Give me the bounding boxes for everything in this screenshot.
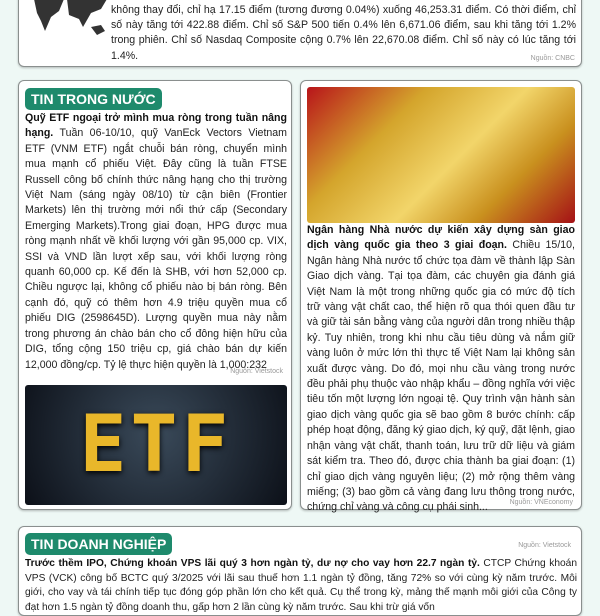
source-vietstock-business: Nguồn: Vietstock — [518, 542, 571, 549]
gold-body: Chiều 15/10, Ngân hàng Nhà nước tổ chức tọa đàm về thành lập Sàn Giao dịch vàng. Tại tọa đàm, các chuyên gia đánh giá Việt Nam là một trong những quốc gia có mức độ tích trữ vàng vật chất cao, thể hiện rõ qua thói quen đầu tư và giữ tài sản bằng vàng của người dân trong nhiều thập kỷ. Tuy nhiên, trong khi nhu cầu tiêu dùng và nắm giữ vàng luôn ở mức lớn thì thực tế Việt Nam lại không sản xuất được vàng. Do đó, mọi nhu cầu vàng trong nước đều phải phụ thuộc vào nhập khẩu – đồng nghĩa với việc tiêu tốn một lượng lớn ngoại tệ. Quy trình vận hành sàn giao dịch vàng quốc gia sẽ bao gồm 8 bước chính: cấp phép hoạt động, đăng ký giao dịch, ký quỹ, đặt lệnh, giao nhận vàng vật chất, thanh toán, lưu trữ dữ liệu và giám sát kiểm tra. Theo đó, được chia thành ba giai đoạn: (1) chỉ giao dịch vàng nguyên liệu; (2) mở rộng thêm vàng miếng; (3) bao gồm cả vàng đang lưu thông trong nước, chứng chỉ vàng và công cụ phái sinh... — [307, 239, 575, 514]
world-news-text: không thay đổi, chỉ hạ 17.15 điểm (tương đương 0.04%) xuống 46,253.31 điểm. Có thời điểm, chỉ số này tăng tới 422.88 điểm. Chỉ số S&P 500 tiến 0.4% lên 6,671.06 điểm, sau khi tăng tới 1.2% trong phiên. Chỉ số Nasdaq Composite cộng 0.7% lên 22,670.08 điểm. Chỉ số này có lúc tăng tới 1.4%. — [111, 4, 576, 62]
gold-headline: Ngân hàng Nhà nước dự kiến xây dựng sàn giao dịch vàng quốc gia theo 3 giai đoạn. — [307, 224, 575, 252]
etf-body: Tuần 06-10/10, quỹ VanEck Vectors Vietnam ETF (VNM ETF) ngắt chuỗi bán ròng, chuyển mình mua mạnh cổ phiếu Việt. Đây cũng là tuần FTSE Russell công bố chính thức nâng hạng cho thị trường Việt Nam (sáng ngày 08/10) từ cận biên (Frontier Markets) lên thị trường mới nổi thứ cấp (Secondary Emerging Markets).Trong giai đoạn, HPG được mua ròng mạnh nhất về khối lượng với gần 95,000 cp. VIX, SSI và VND lần lượt xếp sau, với khối lượng ròng quanh 60,000 cp. Kế đến là SHB, với hơn 52,000 cp. Chiều ngược lại, không cổ phiếu nào bị bán ròng. Bên cạnh đó, quỹ có thêm hơn 4.9 triệu quyền mua cổ phiếu DIG (2598645D). Lượng quyền mua này nằm trong phương án chào bán cho cổ đông hiện hữu của DIG, tổng cộng 150 triệu cp, giá chào bán dự kiến 12,000 đồng/cp. Tỷ lệ thực hiện quyền là 1,000:232 — [25, 127, 287, 371]
etf-image-text: ETF — [79, 400, 233, 490]
gold-news-card — [300, 80, 582, 514]
etf-headline: Quỹ ETF ngoại trở mình mua ròng trong tuần nâng hạng. — [25, 112, 287, 140]
source-vietstock: Nguồn: Vietstock — [230, 368, 283, 375]
source-cnbc: Nguồn: CNBC — [530, 55, 575, 62]
gold-bars-image — [307, 87, 575, 223]
world-map-image — [29, 0, 109, 39]
section-badge-business: TIN DOANH NGHIỆP — [25, 533, 172, 555]
section-badge-domestic: TIN TRONG NƯỚC — [25, 88, 162, 110]
vps-headline: Trước thềm IPO, Chứng khoán VPS lãi quý 3 hơn ngàn tỷ, dư nợ cho vay hơn 22.7 ngàn tỷ. — [25, 558, 480, 569]
vps-body: CTCP Chứng khoán VPS (VCK) công bố BCTC quý 3/2025 với lãi sau thuế hơn 1.1 ngàn tỷ đồng, tăng 72% so với cùng kỳ năm trước. Môi giới, cho vay và tái chính tiếp tục đóng góp phần lớn cho kết quả. Cụ thể trong kỳ, mảng thế mạnh môi giới của Công ty đạt hơn 1.5 ngàn tỷ đồng doanh thu, gấp hơn 2 lần cùng kỳ năm trước. Sau khi trừ giá vốn — [25, 558, 577, 613]
source-vneconomy: Nguồn: VNEconomy — [509, 499, 573, 506]
etf-image — [25, 385, 287, 505]
world-news-card — [18, 0, 582, 67]
business-news-card — [18, 526, 582, 616]
domestic-news-card — [18, 80, 292, 510]
